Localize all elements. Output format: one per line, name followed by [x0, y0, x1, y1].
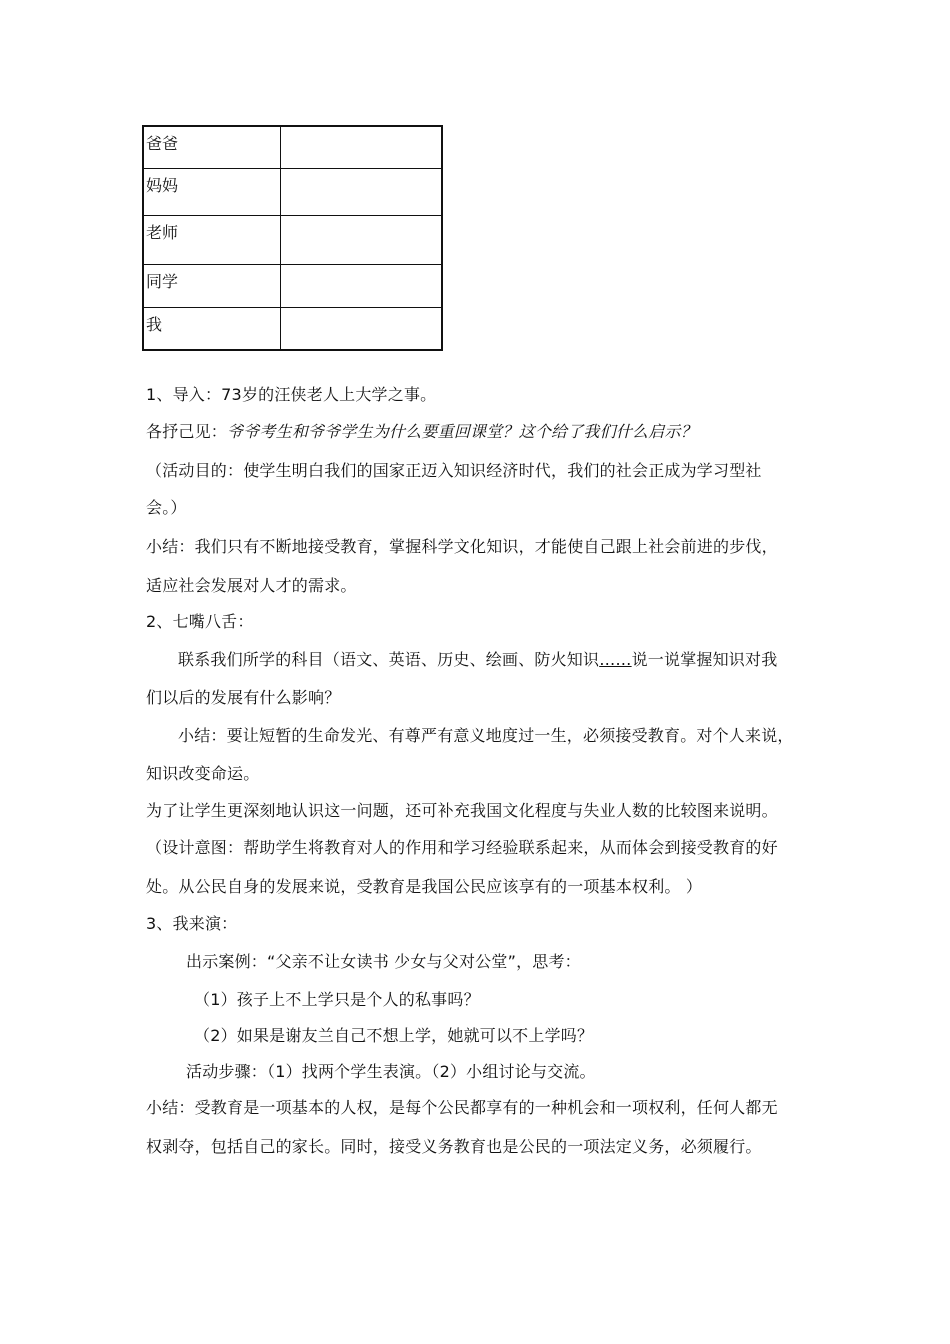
table-cell-value: [281, 169, 443, 216]
table-row: [143, 126, 442, 169]
table-row: [143, 265, 442, 308]
table-row: [143, 308, 442, 351]
table-cell-label: 同学: [143, 265, 281, 308]
section-2-design-line-2: 处。从公民自身的发展来说，受教育是我国公民应该享有的一项基本权利。 ）: [146, 877, 703, 896]
question-italic: 爷爷考生和爷爷学生为什么要重回课堂？这个给了我们什么启示？: [227, 422, 697, 441]
table-cell-value: [281, 216, 443, 265]
question-prefix: 各抒己见：: [146, 422, 228, 441]
section-3-case: 出示案例：“父亲不让女读书 少女与父对公堂”，思考：: [186, 952, 581, 971]
section-2-paragraph-line-1: [178, 650, 777, 670]
section-2-title: 2、七嘴八舌：: [146, 612, 254, 631]
section-3-summary-line-2: 权剥夺，包括自己的家长。同时，接受义务教育也是公民的一项法定义务，必须履行。: [146, 1137, 762, 1156]
paragraph-text-a: 联系我们所学的科目（语文、英语、历史、绘画、防火知识: [178, 650, 600, 669]
section-2-summary-line-1: 小结：要让短暂的生命发光、有尊严有意义地度过一生，必须接受教育。对个人来说，: [178, 726, 794, 745]
table-cell-label: 妈妈: [143, 169, 281, 216]
table-row: [143, 169, 442, 216]
section-2-summary-line-2: 知识改变命运。: [146, 764, 260, 783]
section-3-steps: 活动步骤：（1）找两个学生表演。（2）小组讨论与交流。: [186, 1062, 596, 1081]
table-cell-label: 爸爸: [143, 126, 281, 169]
table-cell-value: [281, 308, 443, 351]
paragraph-text-b: 说一说掌握知识对我: [631, 650, 778, 669]
ellipsis: ……: [599, 650, 632, 669]
section-1-title: 1、导入：73岁的汪侠老人上大学之事。: [146, 385, 437, 404]
section-3-question-2: （2）如果是谢友兰自己不想上学，她就可以不上学吗？: [194, 1026, 594, 1045]
section-1-question: [146, 422, 697, 442]
section-2-paragraph-line-2: 们以后的发展有什么影响？: [146, 688, 341, 707]
section-2-design-line-1: （设计意图：帮助学生将教育对人的作用和学习经验联系起来，从而体会到接受教育的好: [146, 838, 778, 857]
section-2-note: 为了让学生更深刻地认识这一问题，还可补充我国文化程度与失业人数的比较图来说明。: [146, 801, 778, 820]
section-1-summary-line-1: 小结：我们只有不断地接受教育，掌握科学文化知识，才能使自己跟上社会前进的步伐，: [146, 537, 778, 556]
section-3-question-1: （1）孩子上不上学只是个人的私事吗？: [194, 990, 480, 1009]
table-cell-label: 老师: [143, 216, 281, 265]
section-3-title: 3、我来演：: [146, 914, 238, 933]
table-cell-value: [281, 265, 443, 308]
section-1-aim-line-1: （活动目的：使学生明白我们的国家正迈入知识经济时代，我们的社会正成为学习型社: [146, 461, 762, 480]
section-1-summary-line-2: 适应社会发展对人才的需求。: [146, 576, 357, 595]
table-row: [143, 216, 442, 265]
section-3-summary-line-1: 小结：受教育是一项基本的人权，是每个公民都享有的一种机会和一项权利，任何人都无: [146, 1098, 778, 1117]
table-cell-label: 我: [143, 308, 281, 351]
section-1-aim-line-2: 会。）: [146, 498, 187, 517]
table-cell-value: [281, 126, 443, 169]
family-table: [142, 125, 443, 351]
